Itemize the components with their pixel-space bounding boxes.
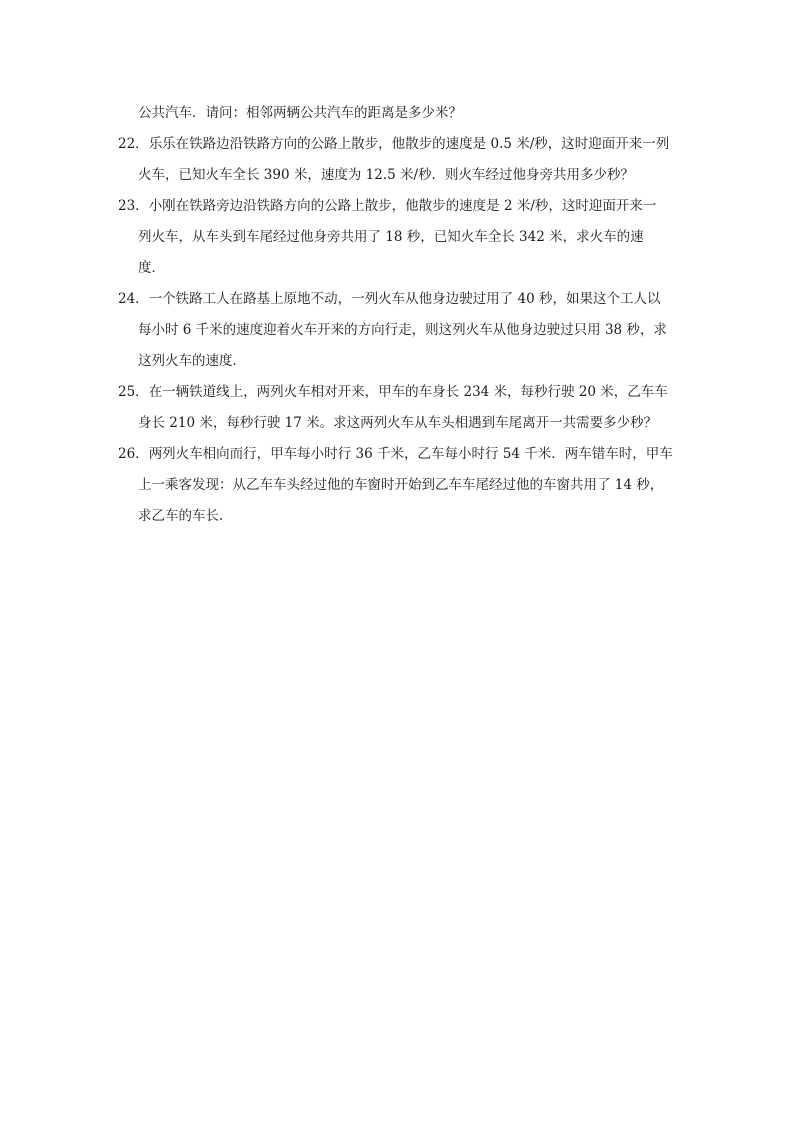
problem-24 bbox=[118, 284, 678, 377]
problem-23 bbox=[118, 191, 678, 284]
problem-line bbox=[118, 439, 678, 470]
problem-text: 在一辆铁道线上，两列火车相对开来，甲车的车身长 234 米，每秒行驶 20 米，乙车车 bbox=[148, 384, 668, 400]
problem-25 bbox=[118, 377, 678, 439]
problem-number: 24． bbox=[118, 291, 149, 307]
problem-number: 26． bbox=[118, 446, 149, 462]
problem-list bbox=[118, 98, 678, 532]
problem-number: 25． bbox=[118, 384, 149, 400]
problem-line: 这列火车的速度． bbox=[138, 353, 246, 369]
problem-22 bbox=[118, 129, 678, 191]
problem-line bbox=[118, 377, 678, 408]
problem-21-continuation: 公共汽车．请问：相邻两辆公共汽车的距离是多少米？ bbox=[138, 105, 462, 121]
problem-text: 两列火车相向而行，甲车每小时行 36 千米，乙车每小时行 54 千米．两车错车时，甲车 bbox=[148, 446, 673, 462]
problem-line: 求乙车的车长． bbox=[138, 508, 233, 524]
problem-26 bbox=[118, 439, 678, 532]
problem-line: 身长 210 米，每秒行驶 17 米。求这两列火车从车头相遇到车尾离开一共需要多少秒？ bbox=[138, 415, 658, 431]
problem-line bbox=[118, 191, 678, 222]
problem-text: 小刚在铁路旁边沿铁路方向的公路上散步，他散步的速度是 2 米/秒，这时迎面开来一 bbox=[148, 198, 657, 214]
problem-text: 一个铁路工人在路基上原地不动，一列火车从他身边驶过用了 40 秒，如果这个工人以 bbox=[148, 291, 661, 307]
problem-line: 度． bbox=[138, 260, 165, 276]
problem-line: 列火车，从车头到车尾经过他身旁共用了 18 秒，已知火车全长 342 米，求火车的速 bbox=[138, 229, 644, 245]
problem-line bbox=[118, 129, 678, 160]
problem-number: 23． bbox=[118, 198, 149, 214]
problem-line: 火车，已知火车全长 390 米，速度为 12.5 米/秒．则火车经过他身旁共用多少秒？ bbox=[138, 167, 635, 183]
problem-text: 乐乐在铁路边沿铁路方向的公路上散步，他散步的速度是 0.5 米/秒，这时迎面开来一列 bbox=[148, 136, 670, 152]
problem-line bbox=[118, 284, 678, 315]
problem-number: 22． bbox=[118, 136, 149, 152]
problem-line: 每小时 6 千米的速度迎着火车开来的方向行走，则这列火车从他身边驶过只用 38 秒，求 bbox=[138, 322, 667, 338]
problem-line: 上一乘客发现：从乙车车头经过他的车窗时开始到乙车车尾经过他的车窗共用了 14 秒， bbox=[138, 477, 664, 493]
